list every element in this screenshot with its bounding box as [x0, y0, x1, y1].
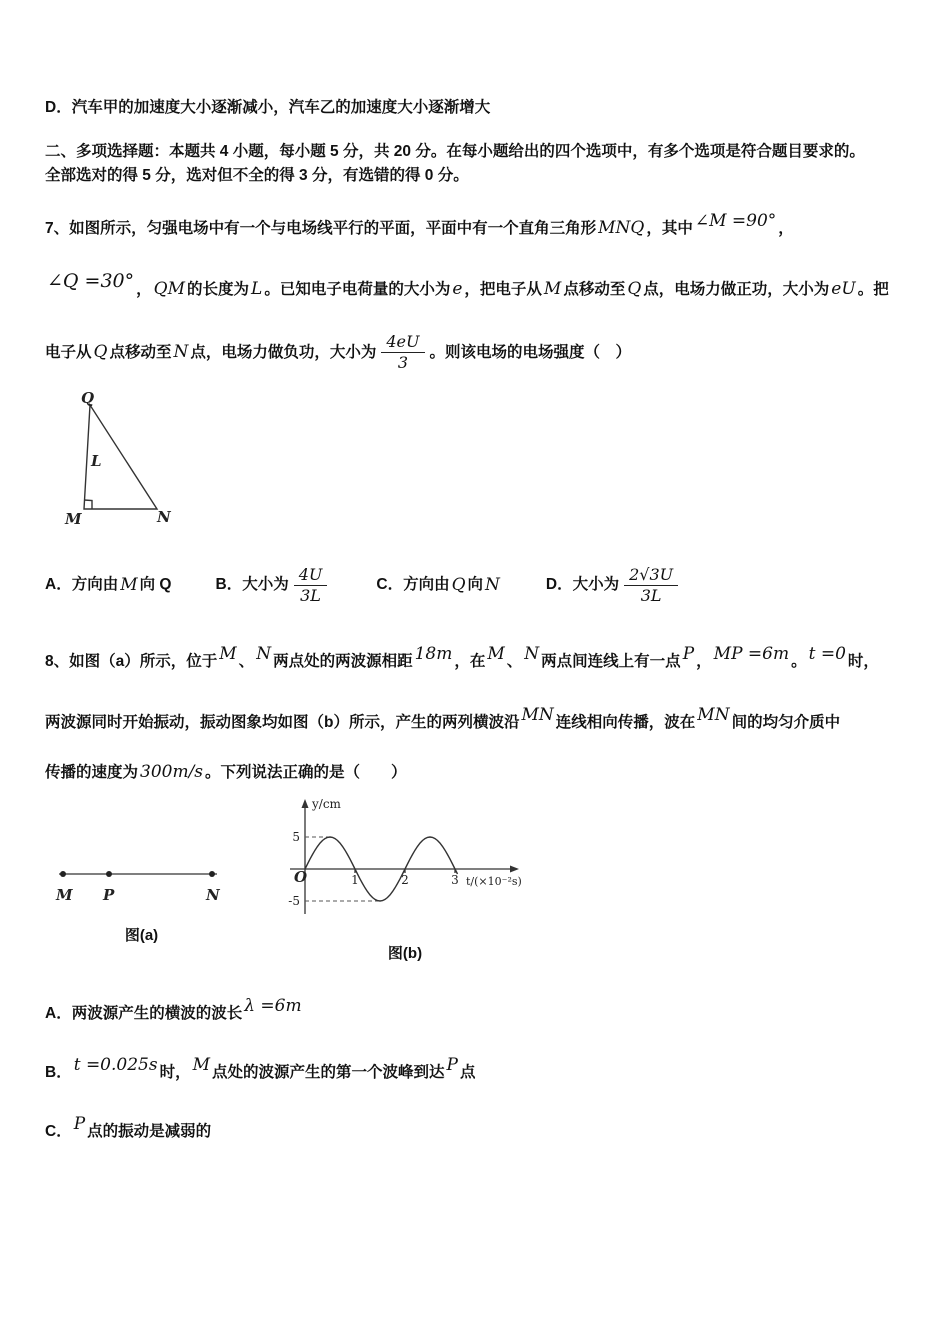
- math-point-n: N: [524, 644, 540, 665]
- option-text: B．大小为: [215, 576, 289, 594]
- triangle-diagram: [57, 391, 905, 536]
- stem-text: ，: [696, 653, 712, 671]
- math-mp-6m: MP =6m: [713, 644, 790, 665]
- fraction-2sqrt3u-3l: [624, 566, 678, 606]
- origin-label: O: [294, 867, 308, 886]
- math-triangle-name: MNQ: [598, 218, 645, 239]
- y-tick-minus-5: -5: [288, 893, 300, 908]
- question-8-stem-line-1: [45, 641, 905, 674]
- option-text: A．方向由: [45, 576, 119, 594]
- label-p: P: [103, 885, 115, 904]
- math-qm: QM: [153, 279, 185, 300]
- point-m-dot: [60, 871, 66, 877]
- q8-option-b: [45, 1052, 905, 1085]
- triangle-label-n: N: [157, 507, 171, 526]
- stem-text: 点移动至: [109, 343, 172, 361]
- math-angle-m: ∠M =90°: [694, 211, 777, 232]
- triangle-svg: [57, 391, 217, 531]
- question-7-stem-line-2: [45, 267, 905, 302]
- x-axis-arrow: [510, 865, 519, 872]
- stem-text: 8、如图（a）所示，位于: [45, 653, 218, 671]
- math-point-q: Q: [451, 575, 466, 596]
- q7-option-b: [216, 566, 333, 606]
- stem-text: 时，: [847, 653, 879, 671]
- y-axis-label: y/cm: [312, 796, 341, 811]
- math-point-q: Q: [627, 279, 642, 300]
- option-d-text: D．汽车甲的加速度大小逐渐减小，汽车乙的加速度大小逐渐增大: [45, 99, 491, 116]
- stem-text: 传播的速度为: [45, 764, 139, 782]
- y-tick-plus-5: 5: [292, 829, 300, 844]
- triangle-label-m: M: [65, 509, 82, 528]
- figure-b-svg: [260, 794, 550, 934]
- q7-option-a: [45, 572, 172, 598]
- fraction-denominator: 3L: [300, 585, 321, 605]
- fraction-4u-3l: [294, 566, 328, 606]
- fraction-denominator: 3: [397, 353, 409, 373]
- option-text: 时，: [159, 1063, 191, 1081]
- stem-text: ，把电子从: [464, 281, 542, 299]
- stem-text: ，其中: [646, 220, 693, 238]
- math-point-n: N: [485, 575, 500, 596]
- math-point-m: M: [543, 279, 562, 300]
- math-point-m: M: [219, 644, 237, 665]
- stem-text: 两点间连线上有一点: [541, 653, 681, 671]
- math-point-q: Q: [93, 341, 108, 362]
- stem-text: 。: [791, 653, 807, 671]
- stem-text: 。下列说法正确的是（ ）: [205, 764, 407, 782]
- stem-text: 的长度为: [187, 281, 250, 299]
- x-axis-label: t/(×10⁻²s): [466, 874, 522, 888]
- stem-text: 连线相向传播，波在: [555, 714, 696, 732]
- stem-text: 。已知电子电荷量的大小为: [264, 281, 451, 299]
- math-work-eu: eU: [831, 279, 856, 300]
- math-point-n: N: [173, 341, 189, 362]
- math-t-0: t =0: [808, 644, 846, 665]
- stem-text: ，在: [454, 653, 486, 671]
- section-header-line-2: 全部选对的得 5 分，选对但不全的得 3 分，有选错的得 0 分。: [45, 167, 469, 185]
- stem-text: ，: [778, 220, 794, 238]
- math-point-p: P: [446, 1054, 458, 1075]
- question-8-stem-line-3: [45, 759, 905, 785]
- math-point-m: M: [120, 575, 138, 596]
- stem-text: 点，电场力做负功，大小为: [190, 343, 377, 361]
- triangle-label-l: L: [91, 451, 102, 470]
- stem-text: 间的均匀介质中: [731, 714, 841, 732]
- fraction-numerator: 4U: [294, 566, 328, 586]
- math-point-m: M: [487, 644, 505, 665]
- right-angle-mark: [84, 500, 92, 509]
- math-charge-e: e: [452, 279, 463, 300]
- math-mn: MN: [697, 705, 730, 726]
- stem-text: 。则该电场的电场强度（ ）: [429, 343, 632, 361]
- x-tick-1: 1: [351, 872, 359, 887]
- math-mn: MN: [521, 705, 554, 726]
- option-text: 点的振动是减弱的: [87, 1122, 212, 1140]
- question-7-stem-line-3: [45, 333, 905, 373]
- math-length-l: L: [251, 279, 263, 300]
- stem-text: 、: [238, 653, 255, 671]
- option-text: 向 Q: [139, 576, 172, 594]
- option-text: C．: [45, 1122, 72, 1140]
- y-axis-arrow: [302, 799, 309, 808]
- option-text: C．方向由: [376, 576, 450, 594]
- stem-text: 点，电场力做正功，大小为: [643, 281, 830, 299]
- q8-option-a: [45, 993, 905, 1026]
- q8-option-c: [45, 1111, 905, 1144]
- x-tick-3: 3: [451, 872, 459, 887]
- math-point-n: N: [256, 644, 272, 665]
- point-n-dot: [209, 871, 215, 877]
- math-lambda-6m: λ =6m: [244, 995, 302, 1016]
- figure-b-caption: 图(b): [387, 944, 423, 962]
- stem-text: 两点处的两波源相距: [273, 653, 413, 671]
- option-text: 点处的波源产生的第一个波峰到达: [212, 1063, 445, 1081]
- fraction-numerator: 4eU: [381, 333, 424, 353]
- section-header-line-1: 二、多项选择题：本题共 4 小题，每小题 5 分，共 20 分。在每小题给出的四个选项中，有多个选项是符合题目要求的。: [45, 143, 865, 161]
- fraction-4eu-3: [381, 333, 424, 373]
- question-7-stem-line-1: [45, 208, 905, 241]
- math-speed-300ms: 300m/s: [140, 762, 204, 783]
- math-point-p: P: [73, 1113, 86, 1134]
- question-8-stem-line-2: [45, 702, 905, 735]
- label-n: N: [206, 885, 220, 904]
- math-point-m: M: [192, 1054, 211, 1075]
- stem-text: ，: [136, 281, 152, 299]
- figure-a-svg: [49, 846, 234, 916]
- stem-text: 电子从: [45, 343, 92, 361]
- math-distance-18m: 18m: [414, 644, 453, 665]
- label-m: M: [56, 885, 73, 904]
- question-7-options: [45, 566, 905, 606]
- option-text: 向: [467, 576, 484, 594]
- question-8-figures: [49, 794, 905, 963]
- stem-text: 7、如图所示，匀强电场中有一个与电场线平行的平面，平面中有一个直角三角形: [45, 220, 597, 238]
- fraction-numerator: 2√3U: [624, 566, 678, 586]
- math-t-0025s: t =0.025s: [73, 1054, 158, 1075]
- option-text: B．: [45, 1063, 72, 1081]
- math-point-p: P: [682, 644, 695, 665]
- triangle-label-q: Q: [81, 390, 95, 407]
- figure-a-caption: 图(a): [124, 926, 159, 944]
- prev-question-option-d: [45, 96, 905, 120]
- x-tick-2: 2: [401, 872, 409, 887]
- stem-text: 、: [506, 653, 523, 671]
- q7-option-c: [376, 572, 502, 598]
- stem-text: 。把: [857, 281, 889, 299]
- figure-b: [260, 794, 550, 963]
- option-text: 点: [459, 1063, 476, 1081]
- section-2-header: [45, 140, 905, 188]
- math-angle-q: ∠Q =30°: [47, 270, 135, 293]
- point-p-dot: [106, 871, 112, 877]
- q7-option-d: [546, 566, 683, 606]
- stem-text: 两波源同时开始振动，振动图象均如图（b）所示，产生的两列横波沿: [45, 714, 520, 732]
- option-text: D．大小为: [545, 576, 620, 594]
- figure-a: [49, 794, 234, 945]
- option-text: A．两波源产生的横波的波长: [45, 1004, 243, 1022]
- stem-text: 点移动至: [563, 281, 626, 299]
- fraction-denominator: 3L: [640, 585, 662, 605]
